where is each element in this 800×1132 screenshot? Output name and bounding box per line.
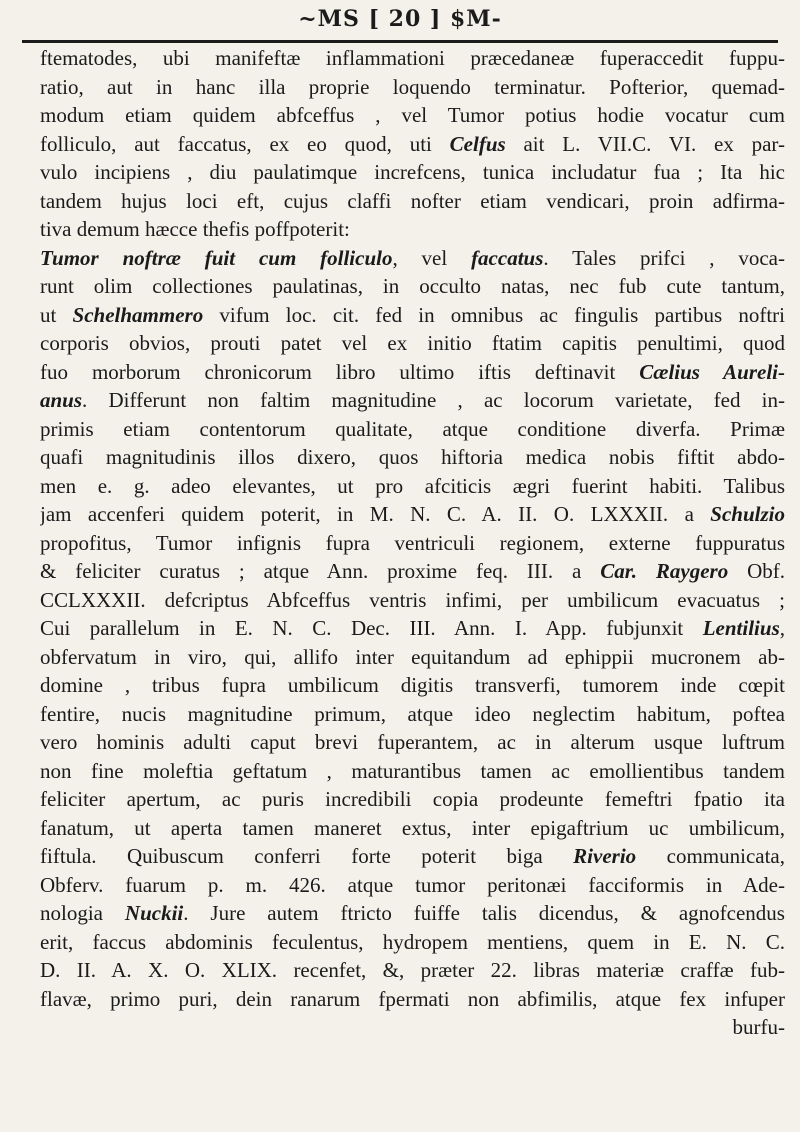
text-line: ratio, aut in hanc illa proprie loquendo terminatur. Pofterior, quemad- bbox=[40, 74, 785, 99]
text-line: folliculo, aut faccatus, ex eo quod, uti Celfus ait L. VII.C. VI. ex par- bbox=[40, 131, 785, 156]
text-line: vero hominis adulti caput brevi fuperantem, ac in alterum usque luftrum bbox=[40, 730, 785, 754]
text-line: tiva demum hæcce thefis poffpoterit: bbox=[40, 217, 350, 241]
text-line: modum etiam quidem abfceffus , vel Tumor potius hodie vocatur cum bbox=[40, 103, 785, 127]
text-line: feliciter apertum, ac puris incredibili copia prodeunte femeftri fpatio ita bbox=[40, 787, 785, 811]
text-line: Cui parallelum in E. N. C. Dec. III. Ann. I. App. fubjunxit Lentilius, bbox=[40, 616, 785, 640]
text-line: ftematodes, ubi manifeftæ inflammationi præcedaneæ fuperaccedit fuppu- bbox=[40, 46, 785, 70]
text-line: erit, faccus abdominis feculentus, hydropem mentiens, quem in E. N. C. bbox=[40, 929, 785, 954]
text-line: vulo incipiens , diu paulatimque increfcens, tunica includatur fua ; Ita hic bbox=[40, 160, 785, 184]
text-line: CCLXXXII. defcriptus Abfceffus ventris infimi, per umbilicum evacuatus ; bbox=[40, 587, 785, 612]
text-line: anus. Differunt non faltim magnitudine , ac locorum varietate, fed in- bbox=[40, 388, 785, 412]
text-line: men e. g. adeo elevantes, ut pro afciticis ægri fuerint habiti. Talibus bbox=[40, 473, 785, 498]
text-line: fiftula. Quibuscum conferri forte poterit biga Riverio communicata, bbox=[40, 844, 785, 868]
text-line: fuo morborum chronicorum libro ultimo iftis deftinavit Cælius Aureli- bbox=[40, 359, 785, 384]
text-line: corporis obvios, prouti patet vel ex initio ftatim capitis penultimi, quod bbox=[40, 331, 785, 355]
text-line: fentire, nucis magnitudine primum, atque ideo neglectim habitum, poftea bbox=[40, 701, 785, 726]
text-line: Obferv. fuarum p. m. 426. atque tumor peritonæi facciformis in Ade- bbox=[40, 872, 785, 897]
page-number: [ 20 ] bbox=[368, 6, 442, 32]
text-line: fanatum, ut aperta tamen maneret extus, inter epigaftrium uc umbilicum, bbox=[40, 815, 785, 840]
left-ornament: ~MS bbox=[298, 6, 360, 32]
text-line: domine , tribus fupra umbilicum digitis transverfi, tumorem inde cœpit bbox=[40, 673, 785, 697]
text-line: runt olim collectiones paulatinas, in occulto natas, nec fub cute tantum, bbox=[40, 274, 785, 298]
text-line: primis etiam contentorum qualitate, atque conditione diverfa. Primæ bbox=[40, 416, 785, 441]
text-line: obfervatum in viro, qui, allifo inter equitandum ad ephippii mucronem ab- bbox=[40, 644, 785, 669]
page-header bbox=[0, 6, 800, 32]
text-line: D. II. A. X. O. XLIX. recenfet, &, præter 22. libras materiæ craffæ fub- bbox=[40, 958, 785, 982]
text-line: tandem hujus loci eft, cujus claffi nofter etiam vendicari, proin adfirma- bbox=[40, 188, 785, 213]
text-line: ut Schelhammero vifum loc. cit. fed in omnibus ac fingulis partibus noftri bbox=[40, 302, 785, 327]
text-line: propofitus, Tumor infignis fupra ventriculi regionem, externe fuppuratus bbox=[40, 530, 785, 555]
text-line: & feliciter curatus ; atque Ann. proxime feq. III. a Car. Raygero Obf. bbox=[40, 559, 785, 583]
text-line: quafi magnitudinis illos dixero, quos hiftoria medica nobis fiftit abdo- bbox=[40, 445, 785, 469]
text-line: burfu- bbox=[732, 1015, 785, 1039]
text-body bbox=[40, 44, 785, 1042]
header-rule bbox=[22, 40, 778, 43]
text-line: nologia Nuckii. Jure autem ftricto fuiffe talis dicendus, & agnofcendus bbox=[40, 901, 785, 925]
text-line: Tumor noftræ fuit cum folliculo, vel faccatus. Tales prifci , voca- bbox=[40, 245, 785, 270]
right-ornament: $M- bbox=[450, 6, 502, 32]
text-line: non fine moleftia geftatum , maturantibus tamen ac emollientibus tandem bbox=[40, 758, 785, 783]
text-line: flavæ, primo puri, dein ranarum fpermati non abfimilis, atque fex infuper bbox=[40, 986, 785, 1011]
text-line: jam accenferi quidem poterit, in M. N. C. A. II. O. LXXXII. a Schulzio bbox=[40, 502, 785, 526]
